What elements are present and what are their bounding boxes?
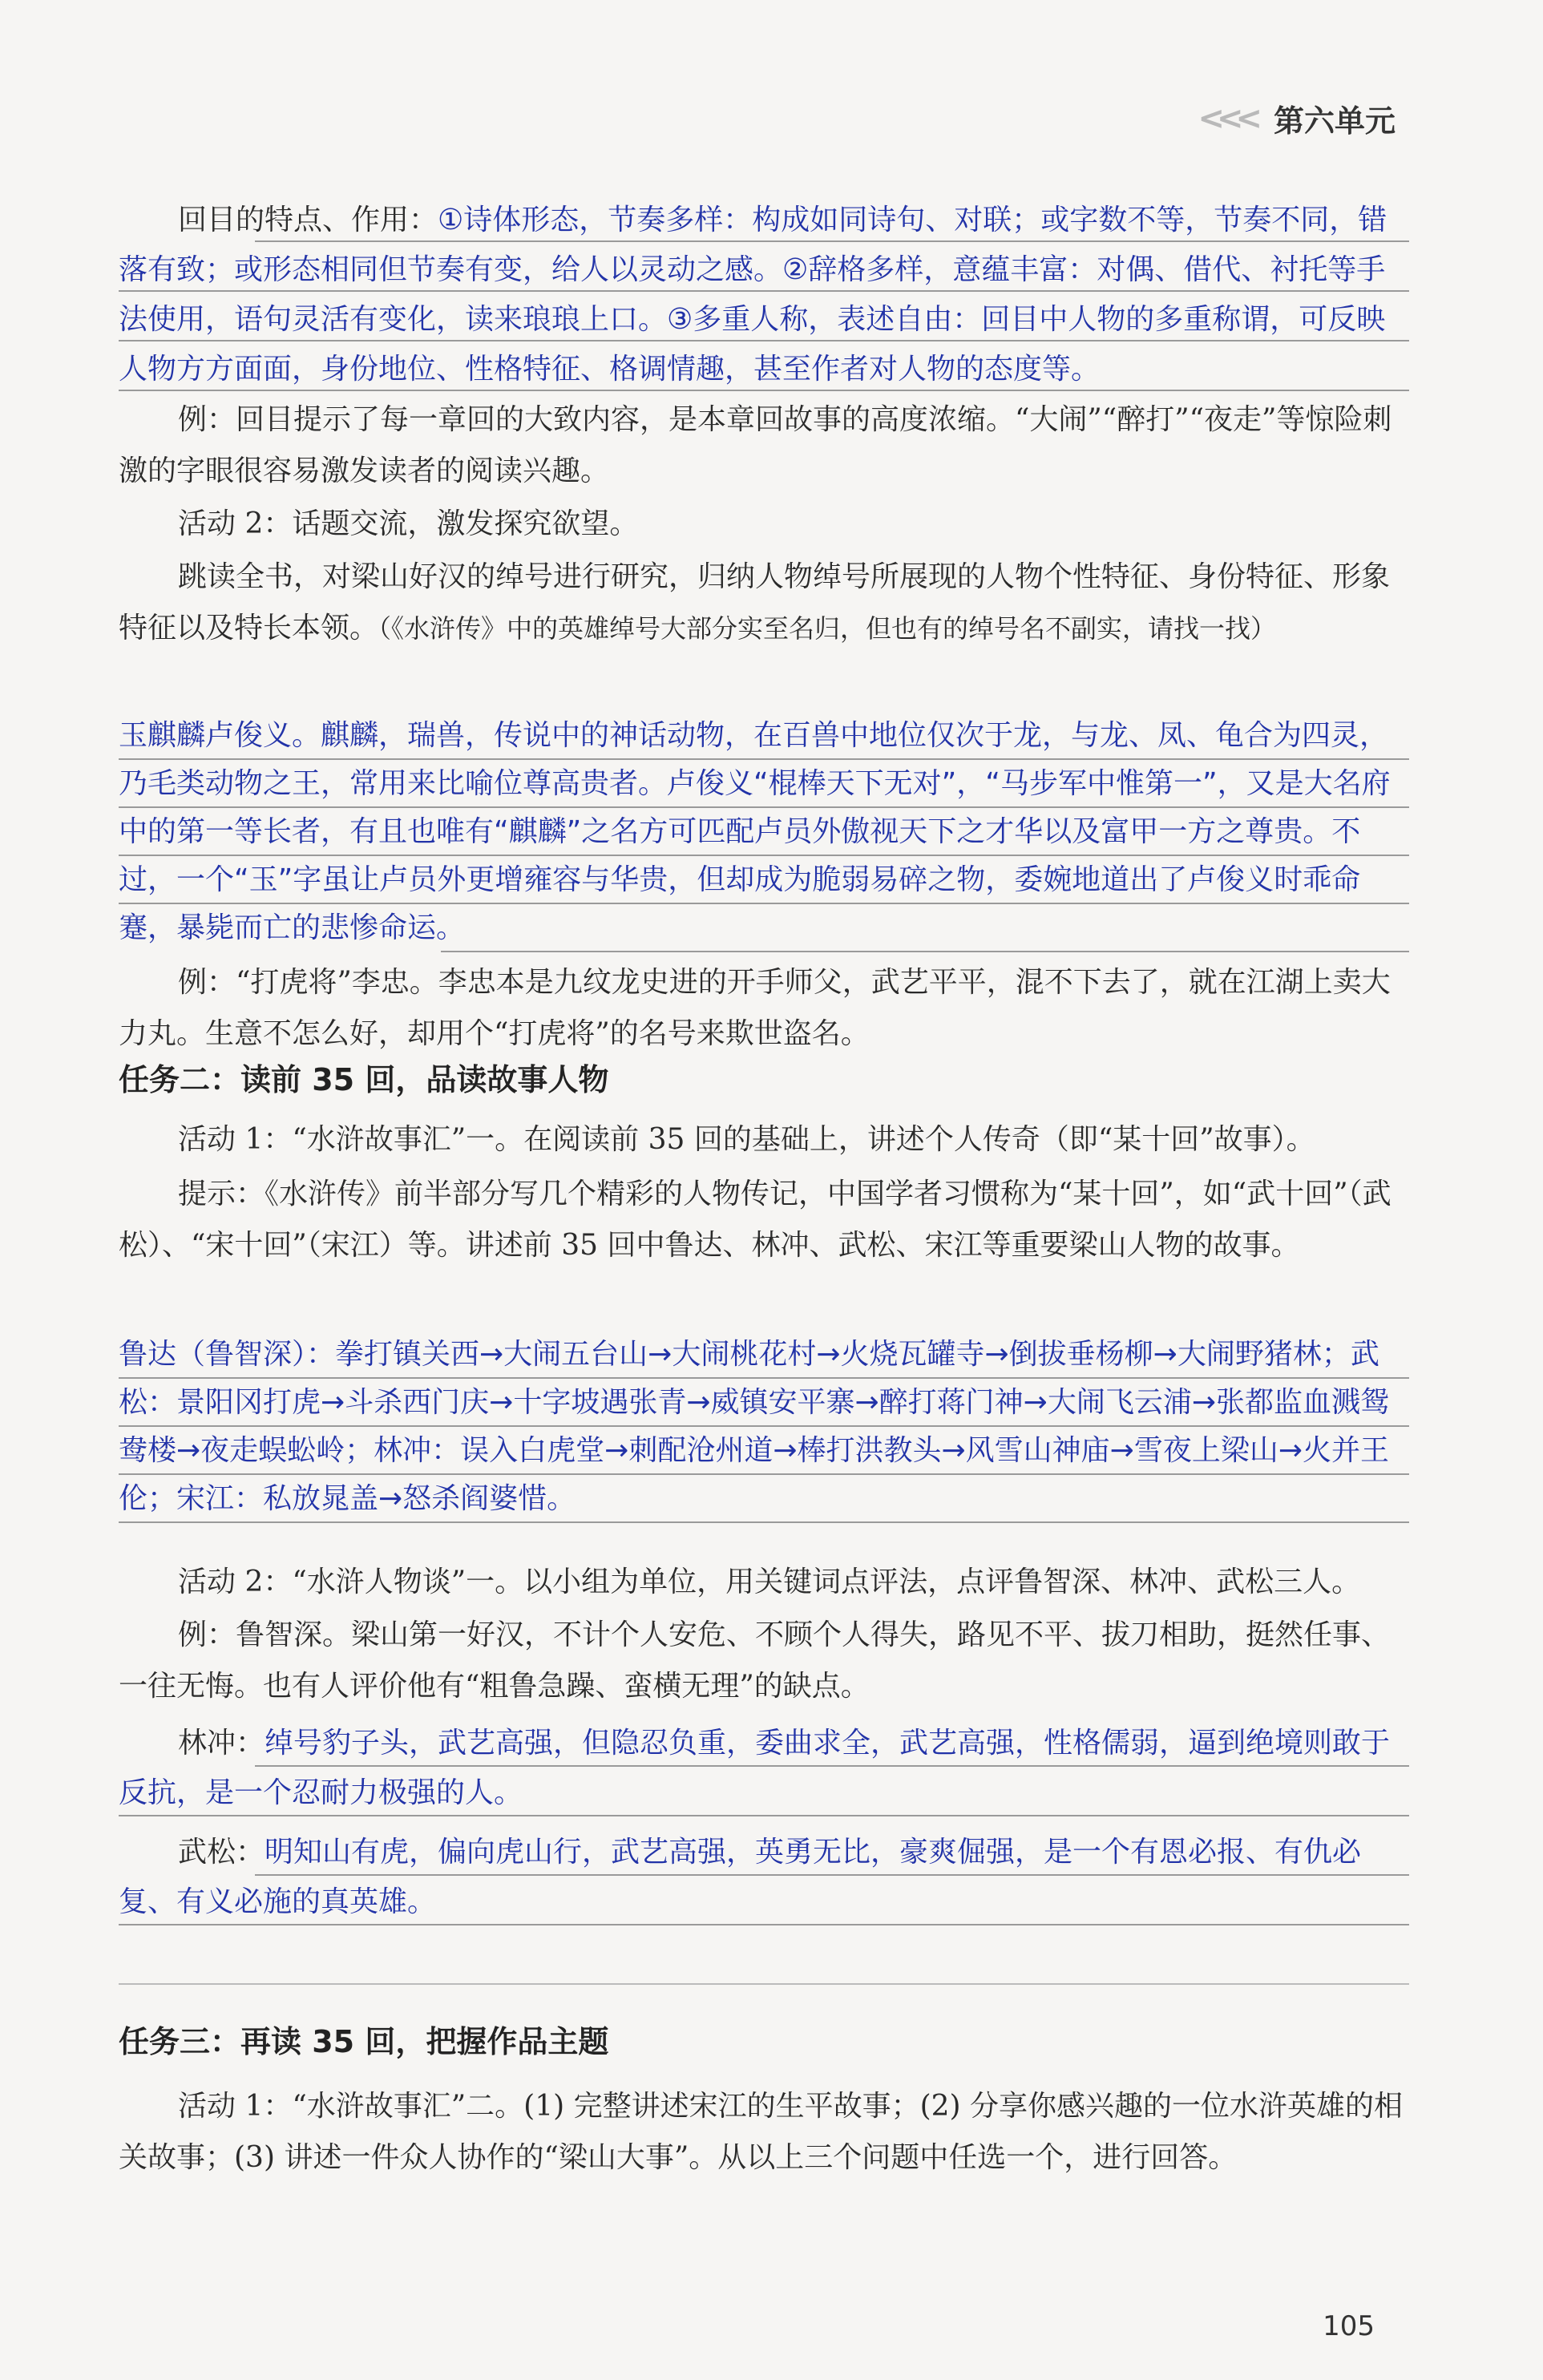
answer-line [119, 290, 1409, 292]
task-two-title: 任务二：读前 35 回，品读故事人物 [119, 1062, 609, 1097]
feature-label: 回目的特点、作用： [178, 204, 438, 236]
page-number: 105 [1323, 2310, 1375, 2342]
answer-line [119, 758, 1409, 760]
answer-line [119, 806, 1409, 808]
answer-line [255, 1874, 1409, 1876]
answer-line [119, 903, 1409, 904]
task-three-title: 任务三：再读 35 回，把握作品主题 [119, 2024, 609, 2059]
jump-read-paragraph [119, 552, 1409, 654]
activity-paragraph: 活动 2：“水浒人物谈”一。以小组为单位，用关键词点评法，点评鲁智深、林冲、武松三人。 [178, 1566, 1361, 1598]
feature-answer: ①诗体形态，节奏多样：构成如同诗句、对联；或字数不等，节奏不同，错落有致；或形态相同但节奏有变，给人以灵动之感。②辞格多样，意蕴丰富：对偶、借代、衬托等手法使用，语句灵活有变化，读来琅琅上口。③多重人称，表述自由：回目中人物的多重称谓，可反映人物方方面面，身份地位、性格特征、格调情趣，甚至作者对人物的态度等。 [119, 204, 1387, 386]
example-paragraph: 例：“打虎将”李忠。李忠本是九纹龙史进的开手师父，武艺平平，混不下去了，就在江湖上卖大力丸。生意不怎么好，却用个“打虎将”的名号来欺世盗名。 [119, 966, 1391, 1050]
linchong-label: 林冲： [178, 1727, 265, 1760]
unit-title: 第六单元 [1273, 103, 1396, 139]
answer-line [119, 855, 1409, 856]
answer-line [255, 240, 1409, 242]
unit-header [1198, 96, 1396, 140]
answer-line [119, 1473, 1409, 1475]
nickname-answer: 玉麒麟卢俊义。麒麟，瑞兽，传说中的神话动物，在百兽中地位仅次于龙，与龙、凤、龟合为四灵，乃毛类动物之王，常用来比喻位尊高贵者。卢俊义“棍棒天下无对”，“马步军中惟第一”，又是大名府中的第一等长者，有且也唯有“麒麟”之名方可匹配卢员外傲视天下之才华以及富甲一方之尊贵。不过，一个“玉”字虽让卢员外更增雍容与华贵，但却成为脆弱易碎之物，委婉地道出了卢俊义时乖命蹇，暴毙而亡的悲惨命运。 [119, 719, 1391, 944]
chevron-left-icon: <<< [1198, 99, 1254, 137]
feature-answer-block [119, 196, 1409, 394]
wusong-label: 武松： [178, 1836, 265, 1869]
answer-line [119, 1425, 1409, 1427]
answer-line [119, 340, 1409, 341]
activity-heading: 活动 2：话题交流，激发探究欲望。 [178, 507, 639, 540]
jump-read-note: （《水浒传》中的英雄绰号大部分实至名归，但也有的绰号名不副实，请找一找） [378, 613, 1277, 644]
answer-line [119, 1377, 1409, 1379]
example-paragraph: 例：鲁智深。梁山第一好汉，不计个人安危、不顾个人得失，路见不平、拔刀相助，挺然任事、一往无悔。也有人评价他有“粗鲁急躁、蛮横无理”的缺点。 [119, 1618, 1391, 1703]
jump-read-text: 跳读全书，对梁山好汉的绰号进行研究，归纳人物绰号所展现的人物个性特征、身份特征、形象特征以及特长本领。 [119, 560, 1391, 644]
story-sequence-answer: 鲁达（鲁智深）：拳打镇关西→大闹五台山→大闹桃花村→火烧瓦罐寺→倒拔垂杨柳→大闹野猪林；武松：景阳冈打虎→斗杀西门庆→十字坡遇张青→威镇安平寨→醉打蒋门神→大闹飞云浦→张都监血溅鸳鸯楼→夜走蜈蚣岭；林冲：误入白虎堂→刺配沧州道→棒打洪教头→风雪山神庙→雪夜上梁山→火并王伦；宋江：私放晁盖→怒杀阎婆惜。 [119, 1338, 1389, 1515]
answer-line [119, 390, 1409, 391]
activity-paragraph: 活动 1：“水浒故事汇”一。在阅读前 35 回的基础上，讲述个人传奇（即“某十回”故事）。 [178, 1123, 1315, 1156]
activity-paragraph: 活动 1：“水浒故事汇”二。(1) 完整讲述宋江的生平故事；(2) 分享你感兴趣的一位水浒英雄的相关故事；(3) 讲述一件众人协作的“梁山大事”。从以上三个问题中任选一个，进行回答。 [119, 2090, 1404, 2174]
answer-line [119, 1924, 1409, 1925]
hint-paragraph: 提示：《水浒传》前半部分写几个精彩的人物传记，中国学者习惯称为“某十回”，如“武十回”（武松）、“宋十回”（宋江）等。讲述前 35 回中鲁达、林冲、武松、宋江等重要梁山人物的故事。 [119, 1178, 1392, 1262]
answer-line [119, 1815, 1409, 1816]
wusong-block [119, 1828, 1409, 1927]
linchong-block [119, 1719, 1409, 1818]
wusong-answer: 明知山有虎，偏向虎山行，武艺高强，英勇无比，豪爽倔强，是一个有恩必报、有仇必复、有义必施的真英雄。 [119, 1836, 1362, 1918]
answer-line [441, 951, 1409, 952]
answer-line [255, 1765, 1409, 1767]
answer-line [119, 1521, 1409, 1523]
section-divider [119, 1983, 1409, 1985]
linchong-answer: 绰号豹子头，武艺高强，但隐忍负重，委曲求全，武艺高强，性格儒弱，逼到绝境则敢于反抗，是一个忍耐力极强的人。 [119, 1727, 1391, 1809]
example-paragraph: 例：回目提示了每一章回的大致内容，是本章回故事的高度浓缩。“大闹”“醉打”“夜走”等惊险刺激的字眼很容易激发读者的阅读兴趣。 [119, 403, 1392, 487]
